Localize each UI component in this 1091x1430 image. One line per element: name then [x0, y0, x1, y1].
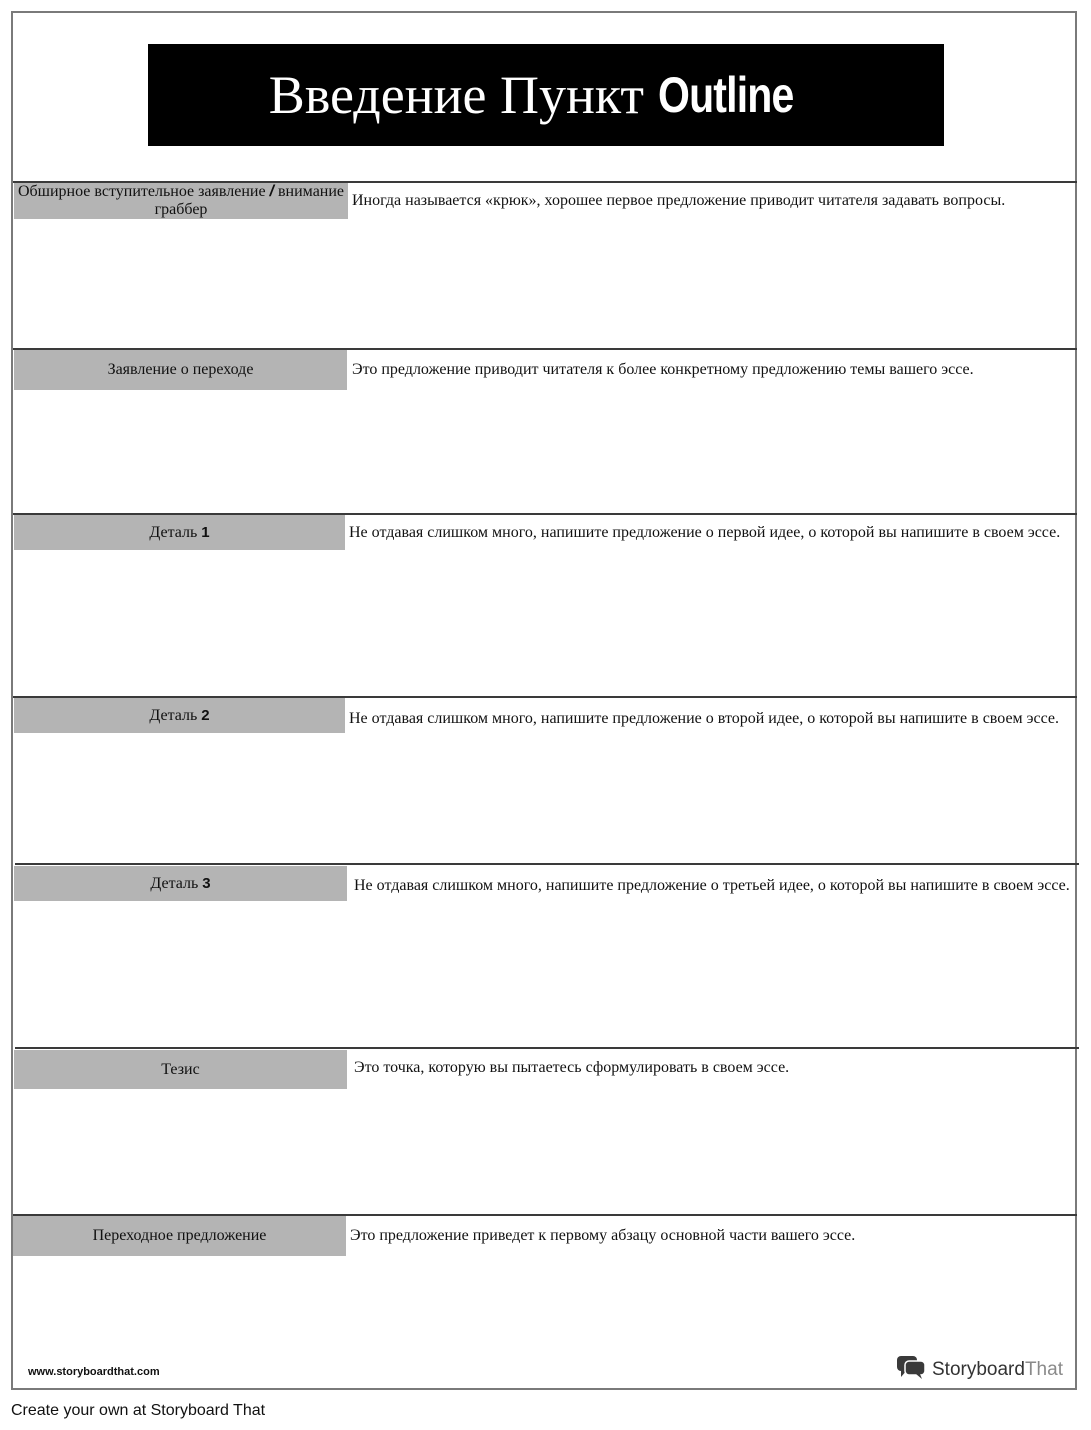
speech-bubbles-icon: [896, 1354, 926, 1385]
row-description-transition: Это предложение приводит читателя к более конкретному предложению темы вашего эссе.: [352, 361, 974, 378]
worksheet-title: [148, 44, 944, 146]
row-description-thesis: Это точка, которую вы пытаетесь сформулировать в своем эссе.: [354, 1059, 790, 1076]
row-label-transition: Заявление о переходе: [14, 350, 347, 390]
row-label-hook: [14, 183, 348, 219]
row-description-detail-3: Не отдавая слишком много, напишите предложение о третьей идее, о которой вы напишите в своем эссе.: [354, 877, 1070, 894]
brand-name: StoryboardThat: [932, 1358, 1063, 1380]
title-bold-part: Outline: [657, 67, 794, 123]
row-label-thesis: Тезис: [14, 1050, 347, 1089]
row-description-detail-2: Не отдавая слишком много, напишите предложение о второй идее, о которой вы напишите в своем эссе.: [349, 710, 1060, 727]
row-divider: [15, 863, 1079, 865]
storyboardthat-logo[interactable]: [896, 1354, 1063, 1385]
title-serif-part: Введение Пункт: [268, 65, 644, 125]
row-description-hook: Иногда называется «крюк», хорошее первое предложение приводит читателя задавать вопросы.: [352, 192, 1006, 209]
row-description-detail-1: Не отдавая слишком много, напишите предложение о первой идее, о которой вы напишите в своем эссе.: [349, 524, 1061, 541]
row-label-transition-sentence: Переходное предложение: [13, 1216, 346, 1256]
row-label-detail-1: Деталь 1: [14, 515, 345, 550]
row-divider: [15, 1047, 1079, 1049]
footer-url[interactable]: www.storyboardthat.com: [28, 1366, 160, 1378]
label-text: Обширное вступительное заявление / внимание граббер: [17, 183, 345, 218]
row-label-detail-3: Деталь 3: [14, 866, 347, 901]
row-label-detail-2: Деталь 2: [14, 698, 345, 733]
create-your-own-link[interactable]: Create your own at Storyboard That: [11, 1402, 266, 1419]
row-description-transition-sentence: Это предложение приведет к первому абзацу основной части вашего эссе.: [350, 1227, 856, 1244]
